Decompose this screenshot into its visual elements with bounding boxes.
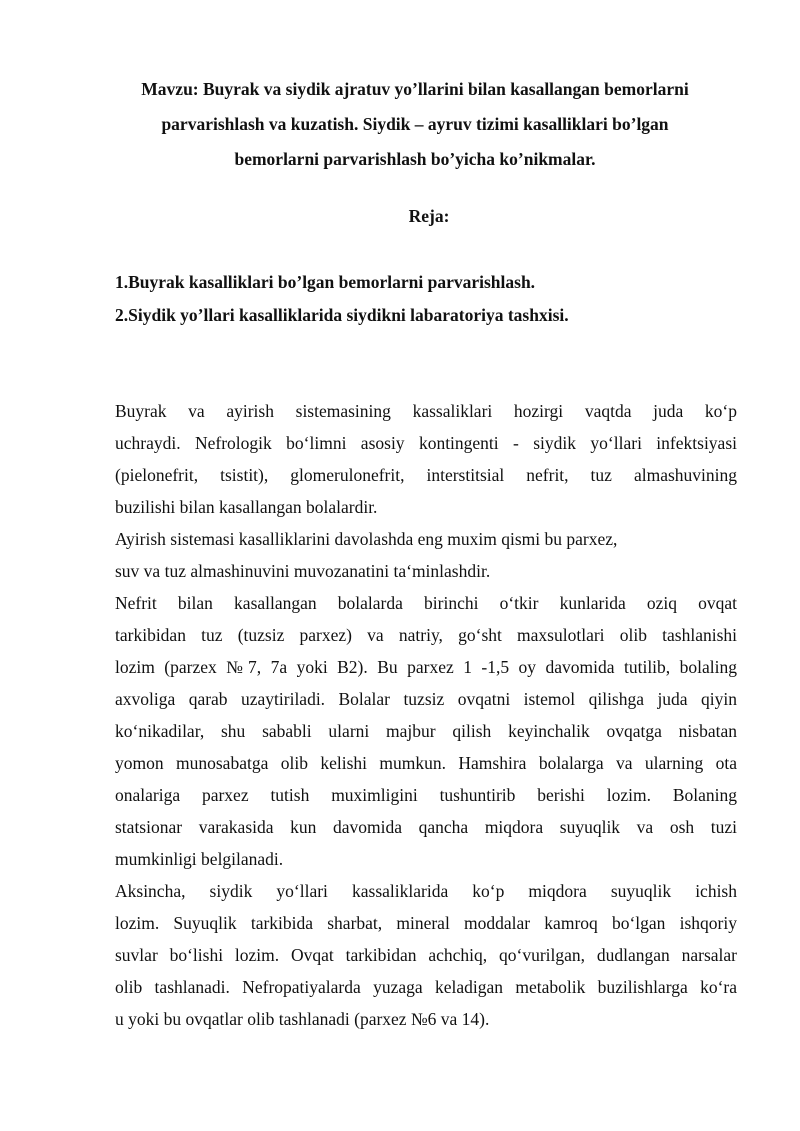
plan-item-1: 1.Buyrak kasalliklari bo’lgan bemorlarni parvarishlash. (115, 272, 536, 292)
topic-title (100, 72, 730, 177)
body-line-11: ko‘nikadilar, shu sababli ularni majbur qilish keyinchalik ovqatga nisbatan (115, 721, 737, 741)
body-line-4: buzilishi bilan kasallangan bolalardir. (115, 497, 378, 517)
body-line-19: olib tashlanadi. Nefropatiyalarda yuzaga keladigan metabolik buzilishlarga ko‘ra (115, 977, 737, 997)
body-line-17: lozim. Suyuqlik tarkibida sharbat, mineral moddalar kamroq bo‘lgan ishqoriy (115, 913, 737, 933)
body-line-6: suv va tuz almashinuvini muvozanatini ta‘minlashdir. (115, 561, 491, 581)
plan-heading: Reja: (408, 206, 450, 226)
body-line-10: axvoliga qarab uzaytiriladi. Bolalar tuzsiz ovqatni istemol qilishga juda qiyin (115, 689, 737, 709)
title-line-1: Mavzu: Buyrak va siydik ajratuv yo’llarini bilan kasallangan bemorlarni (141, 79, 689, 99)
body-line-18: suvlar bo‘lishi lozim. Ovqat tarkibidan achchiq, qo‘vurilgan, dudlangan narsalar (115, 945, 737, 965)
body-line-16: Aksincha, siydik yo‘llari kassaliklarida ko‘p miqdora suyuqlik ichish (115, 881, 737, 901)
title-line-3: bemorlarni parvarishlash bo’yicha ko’nikmalar. (234, 149, 596, 169)
body-line-15: mumkinligi belgilanadi. (115, 849, 284, 869)
body-text (115, 395, 737, 1035)
body-line-20: u yoki bu ovqatlar olib tashlanadi (parxez №6 va 14). (115, 1009, 490, 1029)
plan-item-2: 2.Siydik yo’llari kasalliklarida siydikni labaratoriya tashxisi. (115, 305, 569, 325)
body-line-13: onalariga parxez tutish muximligini tushuntirib berishi lozim. Bolaning (115, 785, 737, 805)
body-line-14: statsionar varakasida kun davomida qancha miqdora suyuqlik va osh tuzi (115, 817, 737, 837)
body-line-1: Buyrak va ayirish sistemasining kassaliklari hozirgi vaqtda juda ko‘p (115, 401, 737, 421)
body-line-2: uchraydi. Nefrologik bo‘limni asosiy kontingenti - siydik yo‘llari infektsiyasi (115, 433, 737, 453)
body-line-9: lozim (parzex №7, 7a yoki B2). Bu parxez 1 -1,5 oy davomida tutilib, bolaling (115, 657, 737, 677)
body-line-12: yomon munosabatga olib kelishi mumkun. Hamshira bolalarga va ularning ota (115, 753, 737, 773)
plan-list (115, 266, 569, 332)
title-line-2: parvarishlash va kuzatish. Siydik – ayruv tizimi kasalliklari bo’lgan (161, 114, 669, 134)
body-line-5: Ayirish sistemasi kasalliklarini davolashda eng muxim qismi bu parxez, (115, 529, 618, 549)
body-line-3: (pielonefrit, tsistit), glomerulonefrit, interstitsial nefrit, tuz almashuvining (115, 465, 737, 485)
body-line-8: tarkibidan tuz (tuzsiz parxez) va natriy, go‘sht maxsulotlari olib tashlanishi (115, 625, 737, 645)
body-line-7: Nefrit bilan kasallangan bolalarda birinchi o‘tkir kunlarida oziq ovqat (115, 593, 737, 613)
